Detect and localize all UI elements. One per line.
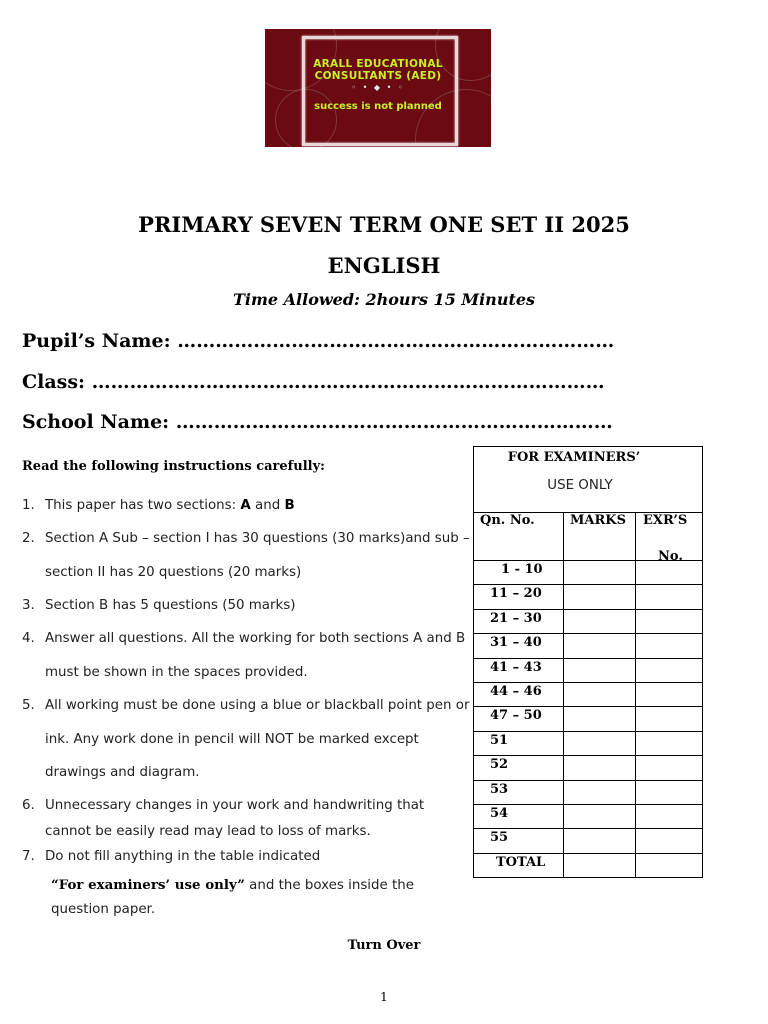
logo-ornament: ◦ • ◆ • ◦ xyxy=(351,83,405,92)
instruction-number: 3. xyxy=(22,598,35,613)
examiners-heading: FOR EXAMINERS’ xyxy=(507,450,641,465)
examiner-cell[interactable] xyxy=(636,610,702,633)
time-allowed: Time Allowed: 2hours 15 Minutes xyxy=(232,290,536,309)
col-exr-no: No. xyxy=(658,549,683,560)
instruction-6-cont: cannot be easily read may lead to loss of marks. xyxy=(45,824,371,839)
marks-cell[interactable] xyxy=(564,781,635,804)
examiner-cell[interactable] xyxy=(636,683,702,706)
marks-cell[interactable] xyxy=(564,707,635,730)
table-row-total: TOTAL xyxy=(496,854,546,870)
col-marks: MARKS xyxy=(570,513,626,528)
instructions-heading: Read the following instructions carefully: xyxy=(22,459,325,474)
table-row-qn: 51 xyxy=(490,732,509,748)
instruction-text: and xyxy=(250,498,285,513)
instruction-text: Do not fill anything in the table indicated xyxy=(45,849,321,864)
instruction-6 xyxy=(22,798,424,813)
table-row-qn: 1 - 10 xyxy=(501,562,543,577)
instruction-1 xyxy=(22,498,295,513)
instruction-5-cont: drawings and diagram. xyxy=(45,765,200,780)
marks-cell[interactable] xyxy=(564,683,635,706)
examiners-use-reference: “For examiners’ use only” xyxy=(51,877,245,893)
logo-line-1: ARALL EDUCATIONAL xyxy=(313,58,443,70)
table-row-qn: 54 xyxy=(490,806,509,821)
table-row-qn: 11 – 20 xyxy=(490,586,542,602)
school-name-field[interactable]: School Name: …………………………………………………………… xyxy=(22,411,613,433)
marks-cell[interactable] xyxy=(564,561,635,584)
instruction-number: 1. xyxy=(22,498,35,513)
turn-over-text: Turn Over xyxy=(347,938,421,953)
instruction-number: 5. xyxy=(22,698,35,713)
table-row-qn: 55 xyxy=(490,830,509,846)
examiner-cell[interactable] xyxy=(636,829,702,852)
marks-cell[interactable] xyxy=(564,732,635,755)
instruction-text: and the boxes inside the xyxy=(244,878,414,893)
examiner-cell[interactable] xyxy=(636,805,702,828)
paper-title: PRIMARY SEVEN TERM ONE SET II 2025 xyxy=(138,212,630,237)
subject-title: ENGLISH xyxy=(327,253,441,278)
col-exr: EXR’S xyxy=(643,513,688,528)
table-row-qn: 31 – 40 xyxy=(490,635,542,651)
company-logo xyxy=(265,29,491,147)
instruction-4 xyxy=(22,631,465,646)
table-row-qn: 41 – 43 xyxy=(490,659,542,675)
examiner-cell[interactable] xyxy=(636,561,702,584)
pupil-name-field[interactable]: Pupil’s Name: …………………………………………………………… xyxy=(22,330,615,352)
instruction-text: Section A Sub – section I has 30 questions (30 marks)and sub – xyxy=(45,531,470,546)
instruction-number: 2. xyxy=(22,531,35,546)
table-row-qn: 52 xyxy=(490,757,509,773)
marks-cell[interactable] xyxy=(564,659,635,682)
logo-tagline: success is not planned xyxy=(314,101,442,112)
marks-cell[interactable] xyxy=(564,756,635,779)
examiner-cell[interactable] xyxy=(636,781,702,804)
page-number: 1 xyxy=(380,990,388,1004)
examiner-cell[interactable] xyxy=(636,659,702,682)
table-row-qn: 21 – 30 xyxy=(490,610,542,626)
logo-line-2: CONSULTANTS (AED) xyxy=(314,70,442,82)
table-row-qn: 44 – 46 xyxy=(490,684,542,699)
class-field[interactable]: Class: ……………………………………………………………………… xyxy=(22,371,605,393)
examiner-cell[interactable] xyxy=(636,756,702,779)
instruction-3 xyxy=(22,598,295,613)
table-row-qn: 47 – 50 xyxy=(490,708,542,724)
section-a-label: A xyxy=(240,498,251,513)
marks-cell[interactable] xyxy=(564,585,635,608)
marks-cell[interactable] xyxy=(564,634,635,657)
instruction-number: 7. xyxy=(22,849,35,864)
instruction-number: 6. xyxy=(22,798,35,813)
instruction-7 xyxy=(22,849,320,864)
marks-cell[interactable] xyxy=(564,854,635,877)
instruction-text: Unnecessary changes in your work and handwriting that xyxy=(45,798,425,813)
marks-cell[interactable] xyxy=(564,805,635,828)
instruction-text: Section B has 5 questions (50 marks) xyxy=(45,598,296,613)
instruction-number: 4. xyxy=(22,631,35,646)
examiner-cell[interactable] xyxy=(636,634,702,657)
instruction-2 xyxy=(22,531,470,546)
col-qn-no: Qn. No. xyxy=(480,513,535,528)
use-only-heading: USE ONLY xyxy=(547,478,613,493)
instruction-text: Answer all questions. All the working for both sections A and B xyxy=(45,631,466,646)
instruction-5-cont: ink. Any work done in pencil will NOT be marked except xyxy=(45,732,419,747)
instruction-text: This paper has two sections: xyxy=(45,498,241,513)
instruction-7-cont: question paper. xyxy=(51,902,156,917)
instruction-7-cont xyxy=(51,877,414,893)
examiners-table xyxy=(473,446,703,878)
section-b-label: B xyxy=(284,498,295,513)
examiner-cell[interactable] xyxy=(636,854,702,877)
examiner-cell[interactable] xyxy=(636,732,702,755)
instruction-4-cont: must be shown in the spaces provided. xyxy=(45,665,308,680)
marks-cell[interactable] xyxy=(564,610,635,633)
instruction-2-cont: section II has 20 questions (20 marks) xyxy=(45,565,302,580)
table-row-qn: 53 xyxy=(490,781,509,797)
examiner-cell[interactable] xyxy=(636,585,702,608)
instruction-text: All working must be done using a blue or blackball point pen or xyxy=(45,698,470,713)
marks-cell[interactable] xyxy=(564,829,635,852)
instruction-5 xyxy=(22,698,470,713)
examiner-cell[interactable] xyxy=(636,707,702,730)
